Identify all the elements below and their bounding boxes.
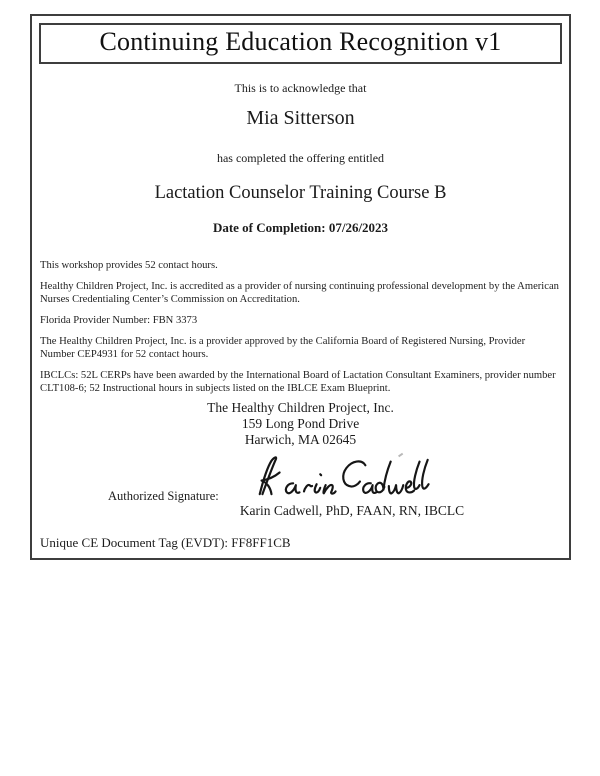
completed-line: has completed the offering entitled <box>216 151 385 165</box>
paragraph-ancc-accreditation: Healthy Children Project, Inc. is accredited as a provider of nursing continuing professional development by the American Nurses Credentialing Center’s Commission on Accreditation. <box>40 281 559 305</box>
acknowledge-line: This is to acknowledge that <box>234 81 367 95</box>
unique-document-tag: Unique CE Document Tag (EVDT): FF8FF1CB <box>40 535 291 550</box>
certificate-title: Continuing Education Recognition v1 <box>99 27 502 56</box>
authorized-signature-label: Authorized Signature: <box>108 489 219 503</box>
signature-image <box>248 453 434 501</box>
organization-address-line1: 159 Long Pond Drive <box>241 416 360 431</box>
organization-block <box>32 400 569 448</box>
certificate-body <box>30 14 571 560</box>
completion-date: Date of Completion: 07/26/2023 <box>212 220 389 235</box>
organization-name: The Healthy Children Project, Inc. <box>207 400 394 415</box>
paragraph-florida-provider: Florida Provider Number: FBN 3373 <box>40 315 198 326</box>
certificate-title-box <box>39 23 562 64</box>
paragraph-california-provider: The Healthy Children Project, Inc. is a provider approved by the California Board of Registered Nursing, Provider Number CEP4931 for 52 contact hours. <box>40 336 526 360</box>
signatory-name: Karin Cadwell, PhD, FAAN, RN, IBCLC <box>239 503 465 518</box>
accreditation-paragraphs <box>32 259 569 395</box>
recipient-name: Mia Sitterson <box>246 107 355 129</box>
organization-address-line2: Harwich, MA 02645 <box>244 432 357 447</box>
paragraph-ibclc-cerps: IBCLCs: 52L CERPs have been awarded by the International Board of Lactation Consultant Examiners, provider number CLT108-6; 52 Instructional hours in subjects listed on the IBLCE Exam Blueprint. <box>40 370 556 394</box>
course-title: Lactation Counselor Training Course B <box>154 183 447 203</box>
paragraph-contact-hours: This workshop provides 52 contact hours. <box>40 260 218 271</box>
signature-area <box>32 453 569 523</box>
